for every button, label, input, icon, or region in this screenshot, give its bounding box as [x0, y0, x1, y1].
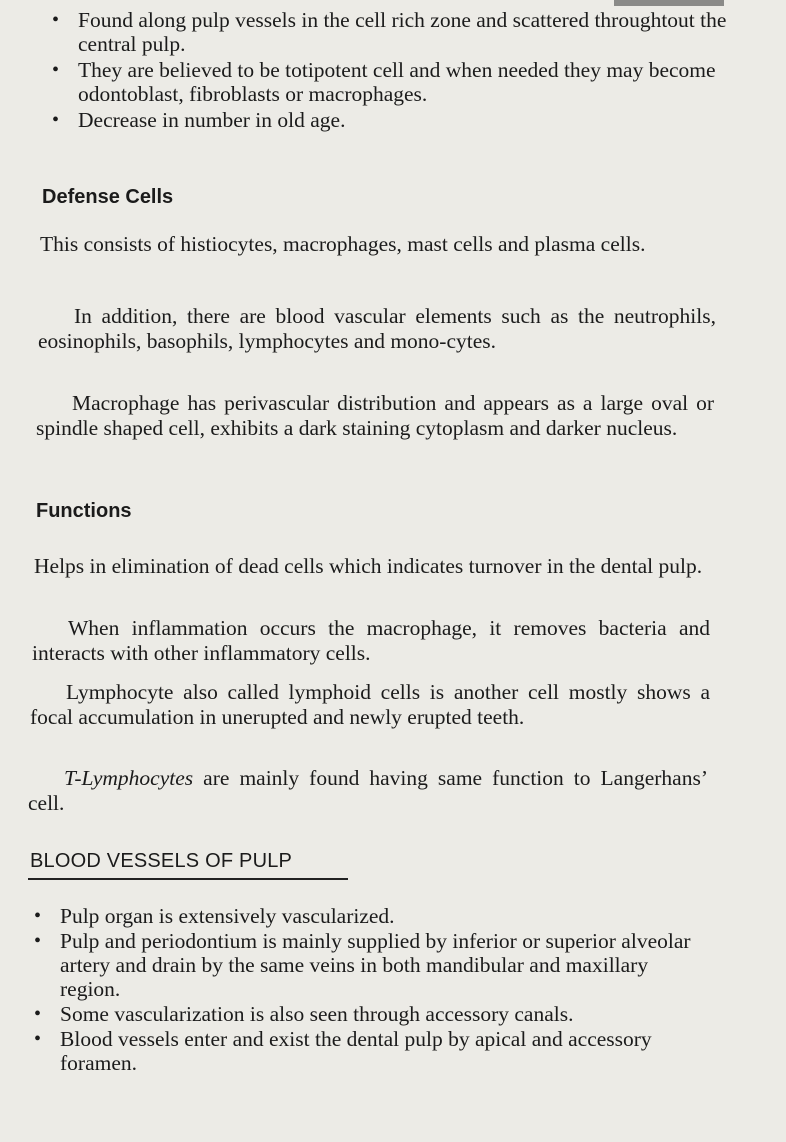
functions-paragraph-2: When inflammation occurs the macrophage, it removes bacteria and interacts with other inflammatory cells.: [32, 616, 710, 665]
list-item: [40, 8, 730, 56]
page-corner-shadow: [614, 0, 724, 6]
defense-paragraph-2: In addition, there are blood vascular elements such as the neutrophils, eosinophils, basophils, lymphocytes and mono-cytes.: [38, 304, 716, 353]
defense-cells-heading: Defense Cells: [42, 186, 174, 208]
defense-paragraph-1: This consists of histiocytes, macrophages, mast cells and plasma cells.: [40, 232, 646, 256]
bullet-text: Pulp and periodontium is mainly supplied by inferior or superior alveolar artery and drain by the same veins in both mandibular and maxillary region.: [60, 929, 691, 1001]
bullet-icon: •: [52, 59, 60, 81]
bullet-icon: •: [52, 9, 60, 31]
bullet-text: Found along pulp vessels in the cell rich zone and scattered throughtout the central pulp.: [78, 8, 727, 56]
functions-paragraph-3: Lymphocyte also called lymphoid cells is another cell mostly shows a focal accumulation in unerupted and newly erupted teeth.: [30, 680, 710, 729]
blood-vessels-bullet-list: [22, 904, 712, 1076]
functions-heading: Functions: [36, 500, 132, 522]
bullet-icon: •: [34, 905, 42, 927]
list-item: [40, 108, 730, 132]
bullet-text: They are believed to be totipotent cell and when needed they may become odontoblast, fibroblasts or macrophages.: [78, 58, 716, 106]
list-item: [40, 58, 730, 106]
defense-paragraph-3: Macrophage has perivascular distribution and appears as a large oval or spindle shaped cell, exhibits a dark staining cytoplasm and darker nucleus.: [36, 391, 714, 440]
list-item: [22, 929, 712, 1001]
top-bullet-list: [40, 8, 730, 133]
blood-vessels-heading: BLOOD VESSELS OF PULP: [30, 850, 293, 872]
list-item: [22, 1027, 712, 1075]
functions-paragraph-4-text: are mainly found having same function to Langerhans’ cell.: [28, 766, 708, 815]
functions-paragraph-1: Helps in elimination of dead cells which indicates turnover in the dental pulp.: [34, 554, 703, 578]
list-item: [22, 904, 712, 928]
list-item: [22, 1002, 712, 1026]
bullet-text: Decrease in number in old age.: [78, 108, 346, 132]
bullet-text: Pulp organ is extensively vascularized.: [60, 904, 395, 928]
heading-underline: [28, 878, 348, 880]
bullet-icon: •: [52, 109, 60, 131]
t-lymphocytes-term: T-Lymphocytes: [64, 766, 194, 790]
bullet-icon: •: [34, 1003, 42, 1025]
bullet-icon: •: [34, 1028, 42, 1050]
functions-paragraph-4: [28, 766, 708, 815]
bullet-text: Some vascularization is also seen through accessory canals.: [60, 1002, 574, 1026]
bullet-icon: •: [34, 930, 42, 952]
bullet-text: Blood vessels enter and exist the dental pulp by apical and accessory foramen.: [60, 1027, 652, 1075]
